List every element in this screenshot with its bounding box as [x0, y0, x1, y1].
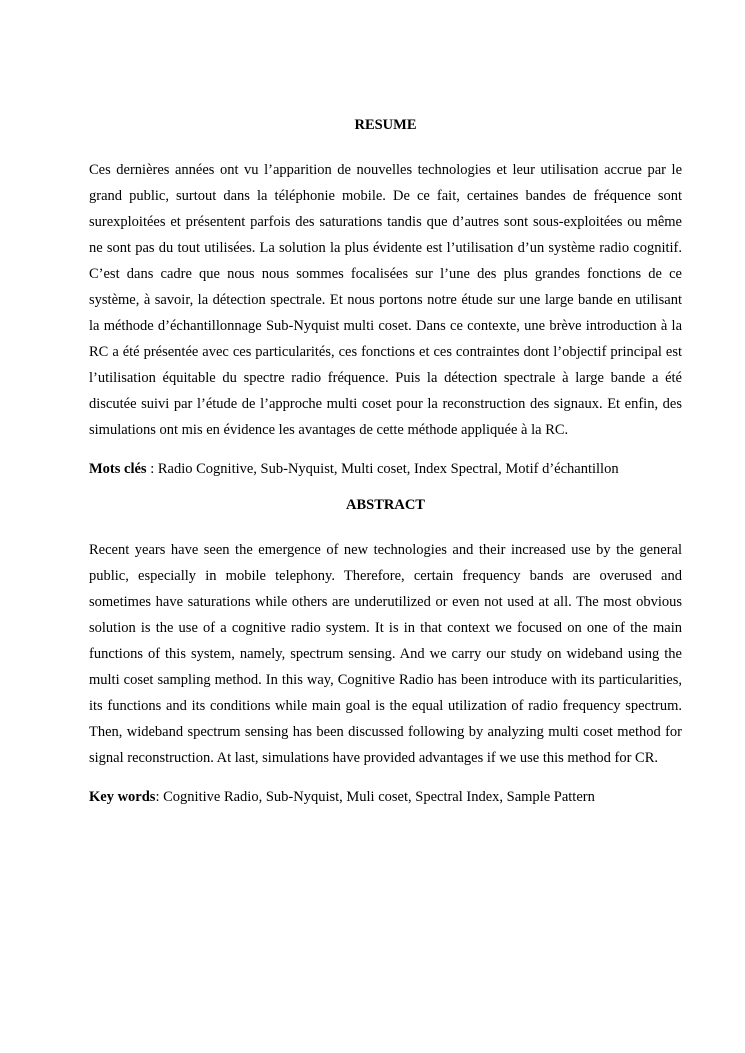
- abstract-paragraph: Recent years have seen the emergence of new technologies and their increased use by the general public, especially in mobile telephony. Therefore, certain frequency bands are overused and sometimes have saturations while others are underutilized or even not used at all. The most obvious solution is the use of a cognitive radio system. It is in that context we focused on one of the main functions of this system, namely, spectrum sensing. And we carry our study on wideband using the multi coset sampling method. In this way, Cognitive Radio has been introduce with its particularities, its functions and its conditions while main goal is the equal utilization of radio frequency spectrum. Then, wideband spectrum sensing has been discussed following by analyzing multi coset method for signal reconstruction. At last, simulations have provided advantages if we use this method for CR.: [89, 542, 682, 766]
- resume-heading: RESUME: [354, 117, 417, 133]
- resume-paragraph: Ces dernières années ont vu l’apparition de nouvelles technologies et leur utilisation accrue par le grand public, surtout dans la téléphonie mobile. De ce fait, certaines bandes de fréquence sont surexploitées et présentent parfois des saturations tandis que d’autres sont sous-exploitées ou même ne sont pas du tout utilisées. La solution la plus évidente est l’utilisation d’un système radio cognitif. C’est dans cadre que nous nous sommes focalisées sur l’une des plus grandes fonctions de ce système, à savoir, la détection spectrale. Et nous portons notre étude sur une large bande en utilisant la méthode d’échantillonnage Sub-Nyquist multi coset. Dans ce contexte, une brève introduction à la RC a été présentée avec ces particularités, ces fonctions et ces contraintes dont l’objectif principal est l’utilisation équitable du spectre radio fréquence. Puis la détection spectrale à large bande a été discutée suivi par l’étude de l’approche multi coset pour la reconstruction des signaux. Et enfin, des simulations ont mis en évidence les avantages de cette méthode appliquée à la RC.: [89, 162, 682, 438]
- abstract-keywords-label: Key words: [89, 789, 156, 805]
- resume-keywords-label: Mots clés: [89, 461, 147, 477]
- abstract-keywords-text: : Cognitive Radio, Sub-Nyquist, Muli coset, Spectral Index, Sample Pattern: [155, 789, 595, 805]
- abstract-heading: ABSTRACT: [346, 497, 425, 513]
- resume-keywords: [89, 459, 682, 479]
- abstract-keywords: [89, 787, 682, 807]
- document-page: [89, 115, 682, 807]
- resume-keywords-text: : Radio Cognitive, Sub-Nyquist, Multi coset, Index Spectral, Motif d’échantillon: [146, 461, 619, 477]
